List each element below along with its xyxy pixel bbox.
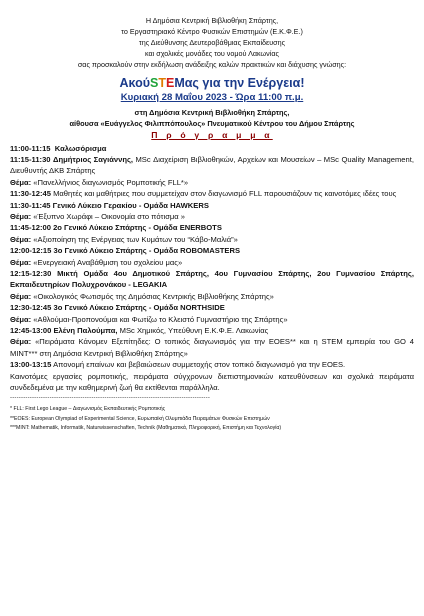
intro-line: και σχολικές μονάδες του νομού Λακωνίας [145, 48, 279, 58]
intro-line: Η Δημόσια Κεντρική Βιβλιοθήκη Σπάρτης, [145, 16, 279, 25]
title-part: Ακού [119, 75, 150, 90]
schedule-item: 13:00-13:15 Απονομή επαίνων και βεβαιώσεων συμμετοχής στον τοπικό διαγωνισμό για την EOES. [10, 360, 346, 370]
event-venue [10, 107, 414, 129]
schedule-item: 11:30-12:45 Μαθητές και μαθήτριες που συμμετείχαν στον διαγωνισμό FLL παρουσιάζουν τις καινοτόμες ιδέες τους [10, 189, 397, 199]
schedule-item: 11:00-11:15 Καλωσόρισμα [10, 143, 107, 153]
schedule-theme: Θέμα: «Αξιοποίηση της Ενέργειας των Κυμάτων του “Κάβο-Μαλιά”» [10, 234, 238, 244]
venue-line: αίθουσα «Ευάγγελος Φιλιππόπουλος» Πνευματικού Κέντρου του Δήμου Σπάρτης [69, 118, 355, 128]
schedule-item: 12:45-13:00 Ελένη Παλούμπα, MSc Χημικός, Υπεύθυνη Ε.Κ.Φ.Ε. Λακωνίας [10, 326, 269, 336]
separator: ------------------------------------------------------------------------------------------- [10, 395, 211, 402]
schedule-theme: Θέμα: «Ενεργειακή Αναβάθμιση του σχολείου μας» [10, 257, 183, 267]
title-letter-t: T [158, 75, 166, 90]
schedule-item: 12:00-12:15 3ο Γενικό Λύκειο Σπάρτης - Ομάδα ROBOMASTERS [10, 246, 241, 256]
schedule-theme: Θέμα: «Οικολογικός Φωτισμός της Δημόσιας Κεντρικής Βιβλιοθήκης Σπάρτης» [10, 291, 274, 301]
schedule-item: 11:15-11:30 Δημήτριος Σαγιάννης, MSc Διαχείριση Βιβλιοθηκών, Αρχείων και Μουσείων – MSc Quality Management, Διευθυντής ΔΚΒ Σπάρτης [10, 154, 414, 176]
schedule-item: 12:15-12:30 Μικτή Ομάδα 4ου Δημοτικού Σπάρτης, 4ου Γυμνασίου Σπάρτης, 2ου Γυμνασίου Σπάρτης, Εκπαιδευτηρίων Πολυχρονάκου - LEGAKIA [10, 269, 414, 290]
schedule-theme: Θέμα: «Πανελλήνιος διαγωνισμός Ρομποτικής FLL*» [10, 177, 189, 187]
footnote: **EOES: European Olympiad of Experimental Science, Ευρωπαϊκή Ολυμπιάδα Πειραμάτων Φυσικών Επιστημών [10, 415, 270, 422]
title-letter-s: S [150, 75, 159, 90]
schedule-theme: Θέμα: «Έξυπνο Χωράφι – Οικονομία στο πότισμα » [10, 211, 185, 221]
footnotes [10, 405, 414, 434]
schedule-item: 11:30-11:45 Γενικό Λύκειο Γερακίου - Ομάδα HAWKERS [10, 200, 209, 210]
schedule-theme: Θέμα: «Πειράματα Κάνομεν Εξ​επίτηδες: Ο τοπικός διαγωνισμός για την EOES** και η STEM εμπειρία του GO 4 MINT*** στη Δημόσια Κεντρική Βιβλιοθήκη Σπάρτης» [10, 337, 414, 358]
footnote: ***MINT: Mathematik, Informatik, Naturwissenschaften, Technik (Μαθηματικά, Πληροφορική, Επιστήμη και Τεχνολογία) [10, 425, 282, 432]
schedule-theme: Θέμα: «Αθλούμαι-Προπονούμαι και Φωτίζω το Κλειστό Γυμναστήριο της Σπάρτης» [10, 314, 288, 324]
venue-line: στη Δημόσια Κεντρική Βιβλιοθήκη Σπάρτης, [134, 107, 290, 117]
intro-line: σας προσκαλούν στην εκδήλωση ανάδειξης καλών πρακτικών και διάχυσης γνώσης: [77, 59, 347, 69]
title-letter-e: E [165, 75, 175, 90]
schedule-item: 11:45-12:00 2ο Γενικό Λύκειο Σπάρτης - Ομάδα ENERBOTS [10, 223, 222, 233]
program-heading: Π ρ ό γ ρ α μ μ α [151, 129, 273, 140]
event-title [10, 75, 414, 91]
event-date: Κυριακή 28 Μαΐου 2023 - Ώρα 11:00 π.μ. [120, 91, 304, 103]
title-part: ας για την Ενέργεια! [184, 75, 305, 90]
intro-line: το Εργαστηριακό Κέντρο Φυσικών Επιστημών (Ε.Κ.Φ.Ε.) [121, 26, 303, 36]
closing-text: Καινοτόμες εργασίες ρομποτικής, πειράματα σύγχρονων διεπιστημονικών κατευθύνσεων και σχολικά πειράματα συνδεδεμένα με την καθημερινή ζωή θα εκτίθενται παράλληλα. [10, 371, 414, 393]
intro-block [10, 16, 414, 71]
title-letter-m: M [174, 75, 185, 90]
footnote: * FLL: First Lego League – Διαγωνισμός Εκπαιδευτικής Ρομποτικής [10, 406, 166, 413]
invitation-page [0, 16, 424, 616]
schedule-item: 12:30-12:45 3ο Γενικό Λύκειο Σπάρτης - Ομάδα NORTHSIDE [10, 303, 225, 313]
schedule [10, 143, 414, 394]
intro-line: της Διεύθυνσης Δευτεροβάθμιας Εκπαίδευσης [138, 37, 286, 47]
